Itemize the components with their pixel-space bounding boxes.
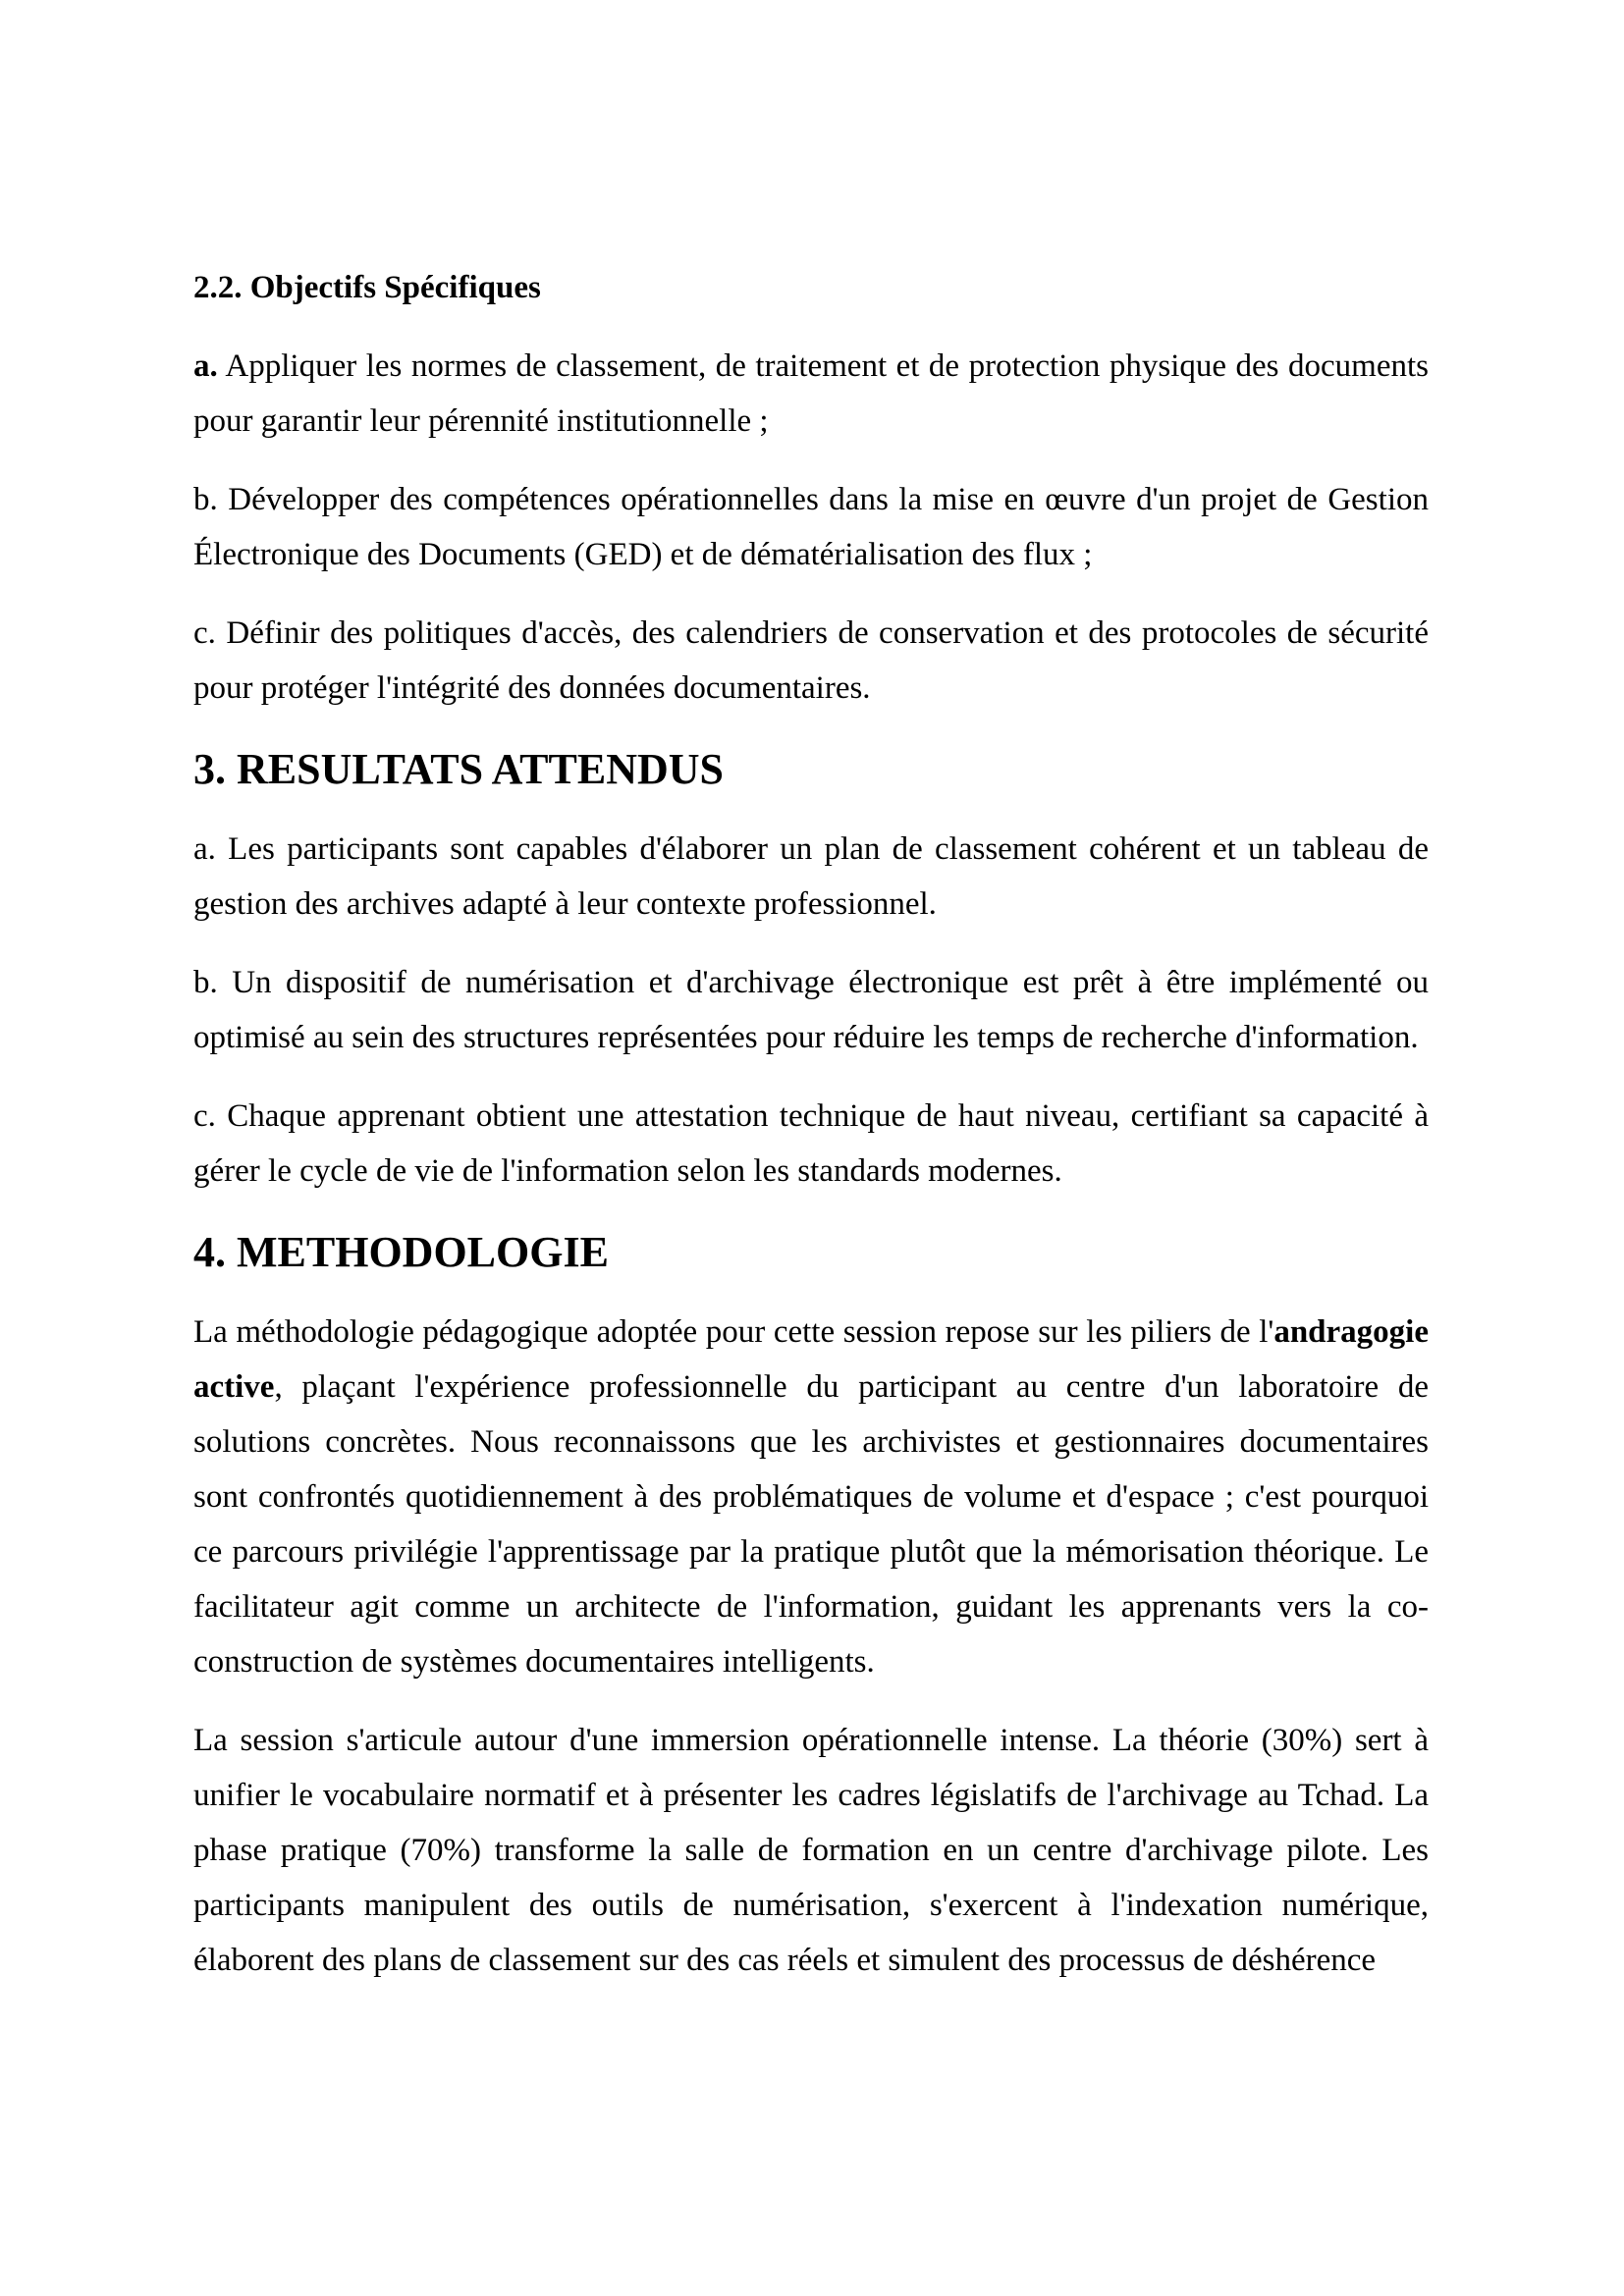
- paragraph-methodologie-intro: [193, 1305, 1429, 1689]
- paragraph-objectif-b: b. Développer des compétences opérationnelles dans la mise en œuvre d'un projet de Gestion Électronique des Documents (GED) et de dématérialisation des flux ;: [193, 482, 1429, 572]
- objectif-a-text: Appliquer les normes de classement, de traitement et de protection physique des documents pour garantir leur pérennité institutionnelle ;: [193, 348, 1429, 439]
- heading-methodologie: 4. METHODOLOGIE: [193, 1228, 609, 1276]
- methodologie-intro-text-start: La méthodologie pédagogique adoptée pour cette session repose sur les piliers de l': [193, 1314, 1274, 1350]
- paragraph-resultat-a: a. Les participants sont capables d'élaborer un plan de classement cohérent et un tableau de gestion des archives adapté à leur contexte professionnel.: [193, 831, 1429, 922]
- objectif-a-marker: a.: [193, 348, 218, 384]
- methodologie-intro-text-end: , plaçant l'expérience professionnelle du participant au centre d'un laboratoire de solutions concrètes. Nous reconnaissons que les archivistes et gestionnaires documentaires sont confrontés quotidiennement à des problématiques de volume et d'espace ; c'est pourquoi ce parcours privilégie l'apprentissage par la pratique plutôt que la mémorisation théorique. Le facilitateur agit comme un architecte de l'information, guidant les apprenants vers la co-construction de systèmes documentaires intelligents.: [193, 1369, 1429, 1680]
- methodologie-intro-bold-term: andragogie active: [193, 1314, 1429, 1405]
- paragraph-resultat-b: b. Un dispositif de numérisation et d'archivage électronique est prêt à être implémenté ou optimisé au sein des structures représentées pour réduire les temps de recherche d'information.: [193, 965, 1429, 1055]
- page-content: [193, 260, 1429, 2011]
- heading-objectifs-specifiques: 2.2. Objectifs Spécifiques: [193, 270, 541, 305]
- paragraph-methodologie-session: La session s'articule autour d'une immersion opérationnelle intense. La théorie (30%) sert à unifier le vocabulaire normatif et à présenter les cadres législatifs de l'archivage au Tchad. La phase pratique (70%) transforme la salle de formation en un centre d'archivage pilote. Les participants manipulent des outils de numérisation, s'exercent à l'indexation numérique, élaborent des plans de classement sur des cas réels et simulent des processus de déshérence: [193, 1723, 1429, 1978]
- heading-resultats-attendus: 3. RESULTATS ATTENDUS: [193, 745, 725, 793]
- paragraph-resultat-c: c. Chaque apprenant obtient une attestation technique de haut niveau, certifiant sa capacité à gérer le cycle de vie de l'information selon les standards modernes.: [193, 1098, 1429, 1189]
- paragraph-objectif-a: [193, 339, 1429, 449]
- paragraph-objectif-c: c. Définir des politiques d'accès, des calendriers de conservation et des protocoles de sécurité pour protéger l'intégrité des données documentaires.: [193, 615, 1429, 706]
